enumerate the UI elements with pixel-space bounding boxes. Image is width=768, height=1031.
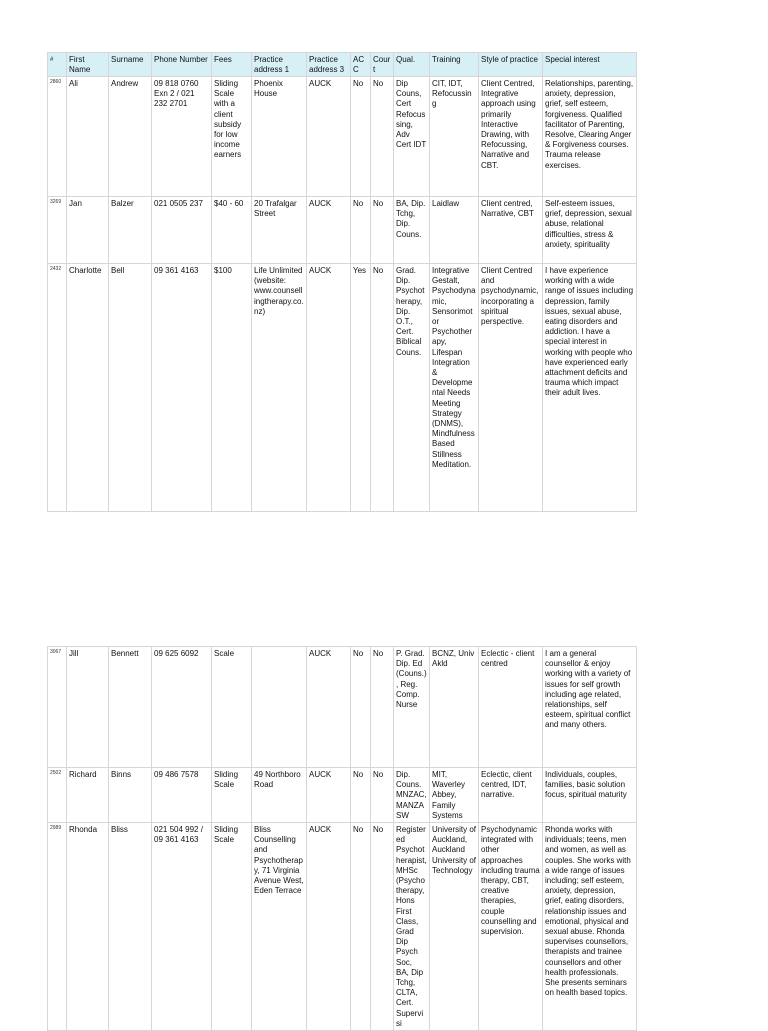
cell-court: No <box>371 264 394 512</box>
table-row <box>48 197 637 264</box>
cell-court: No <box>371 823 394 1031</box>
column-header: Practice address 1 <box>252 53 307 77</box>
cell-surname: Binns <box>109 768 152 823</box>
column-header: Training <box>430 53 479 77</box>
cell-num: 3269 <box>48 197 67 264</box>
cell-phone: 09 486 7578 <box>152 768 212 823</box>
cell-style: Psychodynamic integrated with other approaches including trauma therapy, CBT, creative therapies, couple counselling and supervision. <box>479 823 543 1031</box>
cell-phone: 021 0505 237 <box>152 197 212 264</box>
cell-qual: Dip Couns, Cert Refocussing, Adv Cert IDT <box>394 77 430 197</box>
cell-addr3: AUCK <box>307 647 351 768</box>
cell-num: 2989 <box>48 823 67 1031</box>
cell-first: Jan <box>67 197 109 264</box>
cell-style: Client Centred, Integrative approach using primarily Interactive Drawing, with Refocussing, Narrative and CBT. <box>479 77 543 197</box>
cell-style: Eclectic, client centred, IDT, narrative. <box>479 768 543 823</box>
column-header: Fees <box>212 53 252 77</box>
cell-acc: No <box>351 197 371 264</box>
cell-addr3: AUCK <box>307 768 351 823</box>
cell-addr3: AUCK <box>307 264 351 512</box>
counsellor-table-top <box>47 52 637 512</box>
cell-fees: Sliding Scale <box>212 768 252 823</box>
cell-acc: No <box>351 768 371 823</box>
cell-first: Richard <box>67 768 109 823</box>
cell-phone: 09 361 4163 <box>152 264 212 512</box>
cell-num: 2860 <box>48 77 67 197</box>
cell-phone: 09 625 6092 <box>152 647 212 768</box>
cell-training: CIT, IDT, Refocussing <box>430 77 479 197</box>
table-row <box>48 647 637 768</box>
cell-num: 2432 <box>48 264 67 512</box>
cell-addr3: AUCK <box>307 197 351 264</box>
cell-fees: $40 - 60 <box>212 197 252 264</box>
cell-addr1 <box>252 647 307 768</box>
cell-addr1: 49 Northboro Road <box>252 768 307 823</box>
cell-interest: Self-esteem issues, grief, depression, sexual abuse, relational difficulties, stress & anxiety, spirituality <box>543 197 637 264</box>
cell-phone: 021 504 992 / 09 361 4163 <box>152 823 212 1031</box>
cell-acc: No <box>351 77 371 197</box>
counsellor-table-bottom <box>47 646 637 1031</box>
cell-training: Integrative Gestalt, Psychodynamic, Sensorimotor Psychotherapy, Lifespan Integration & Developmental Needs Meeting Strategy (DNMS), Mindfulness Based Stillness Meditation. <box>430 264 479 512</box>
table-row <box>48 768 637 823</box>
table-row <box>48 823 637 1031</box>
cell-training: Laidlaw <box>430 197 479 264</box>
cell-training: BCNZ, Univ Akld <box>430 647 479 768</box>
cell-addr1: Life Unlimited (website: www.counsellingtherapy.co.nz) <box>252 264 307 512</box>
cell-interest: I have experience working with a wide range of issues including depression, family issues, sexual abuse, eating disorders and addiction. I have a special interest in working with people who have experienced early attachment deficits and trauma which impact their adult lives. <box>543 264 637 512</box>
cell-interest: Rhonda works with individuals; teens, men and women, as well as couples. She works with a wide range of issues including; self esteem, anxiety, depression, grief, eating disorders, relationship issues and emotional, physical and sexual abuse. Rhonda supervises counsellors, therapists and trainee counsellors and other health professionals. She presents seminars on health based topics. <box>543 823 637 1031</box>
column-header: Style of practice <box>479 53 543 77</box>
cell-interest: Relationships, parenting, anxiety, depression, grief, self esteem, forgiveness. Qualified facilitator of Parenting, Resolve, Clearing Anger & Forgiveness courses. Trauma release exercises. <box>543 77 637 197</box>
cell-phone: 09 818 0760 Exn 2 / 021 232 2701 <box>152 77 212 197</box>
cell-surname: Balzer <box>109 197 152 264</box>
cell-qual: Dip. Couns. MNZAC, MANZASW <box>394 768 430 823</box>
column-header: Surname <box>109 53 152 77</box>
column-header: Qual. <box>394 53 430 77</box>
cell-addr1: Bliss Counselling and Psychotherapy, 71 Virginia Avenue West, Eden Terrace <box>252 823 307 1031</box>
cell-qual: Grad. Dip. Psychotherapy, Dip. O.T., Cert. Biblical Couns. <box>394 264 430 512</box>
cell-surname: Andrew <box>109 77 152 197</box>
cell-qual: Registered Psychotherapist, MHSc (Psychotherapy, Hons First Class, Grad Dip Psych Soc, BA, Dip Tchg, CLTA, Cert. Supervisi <box>394 823 430 1031</box>
cell-acc: No <box>351 647 371 768</box>
cell-addr3: AUCK <box>307 823 351 1031</box>
cell-fees: Scale <box>212 647 252 768</box>
cell-style: Client Centred and psychodynamic, incorporating a spiritual perspective. <box>479 264 543 512</box>
cell-style: Eclectic - client centred <box>479 647 543 768</box>
table-row <box>48 77 637 197</box>
cell-first: Ali <box>67 77 109 197</box>
cell-surname: Bliss <box>109 823 152 1031</box>
cell-acc: Yes <box>351 264 371 512</box>
column-header: First Name <box>67 53 109 77</box>
column-header: ACC <box>351 53 371 77</box>
cell-court: No <box>371 768 394 823</box>
cell-court: No <box>371 77 394 197</box>
cell-qual: P. Grad. Dip. Ed (Couns.), Reg. Comp. Nurse <box>394 647 430 768</box>
cell-training: University of Auckland, Auckland University of Technology <box>430 823 479 1031</box>
cell-court: No <box>371 197 394 264</box>
cell-surname: Bennett <box>109 647 152 768</box>
cell-first: Jill <box>67 647 109 768</box>
column-header: # <box>48 53 67 77</box>
header-row <box>48 53 637 77</box>
cell-fees: Sliding Scale with a client subsidy for low income earners <box>212 77 252 197</box>
column-header: Special interest <box>543 53 637 77</box>
cell-fees: $100 <box>212 264 252 512</box>
cell-surname: Bell <box>109 264 152 512</box>
cell-training: MIT, Waverley Abbey, Family Systems <box>430 768 479 823</box>
cell-court: No <box>371 647 394 768</box>
cell-first: Charlotte <box>67 264 109 512</box>
column-header: Court <box>371 53 394 77</box>
cell-num: 3067 <box>48 647 67 768</box>
column-header: Phone Number <box>152 53 212 77</box>
table-row <box>48 264 637 512</box>
cell-style: Client centred, Narrative, CBT <box>479 197 543 264</box>
cell-acc: No <box>351 823 371 1031</box>
cell-addr3: AUCK <box>307 77 351 197</box>
cell-num: 2502 <box>48 768 67 823</box>
cell-qual: BA, Dip. Tchg, Dip. Couns. <box>394 197 430 264</box>
cell-addr1: 20 Trafalgar Street <box>252 197 307 264</box>
cell-fees: Sliding Scale <box>212 823 252 1031</box>
cell-interest: I am a general counsellor & enjoy working with a variety of issues for self growth including age related, relationships, self esteem, spiritual conflict and many others. <box>543 647 637 768</box>
column-header: Practice address 3 <box>307 53 351 77</box>
cell-addr1: Phoenix House <box>252 77 307 197</box>
cell-interest: Individuals, couples, families, basic solution focus, spiritual maturity <box>543 768 637 823</box>
cell-first: Rhonda <box>67 823 109 1031</box>
